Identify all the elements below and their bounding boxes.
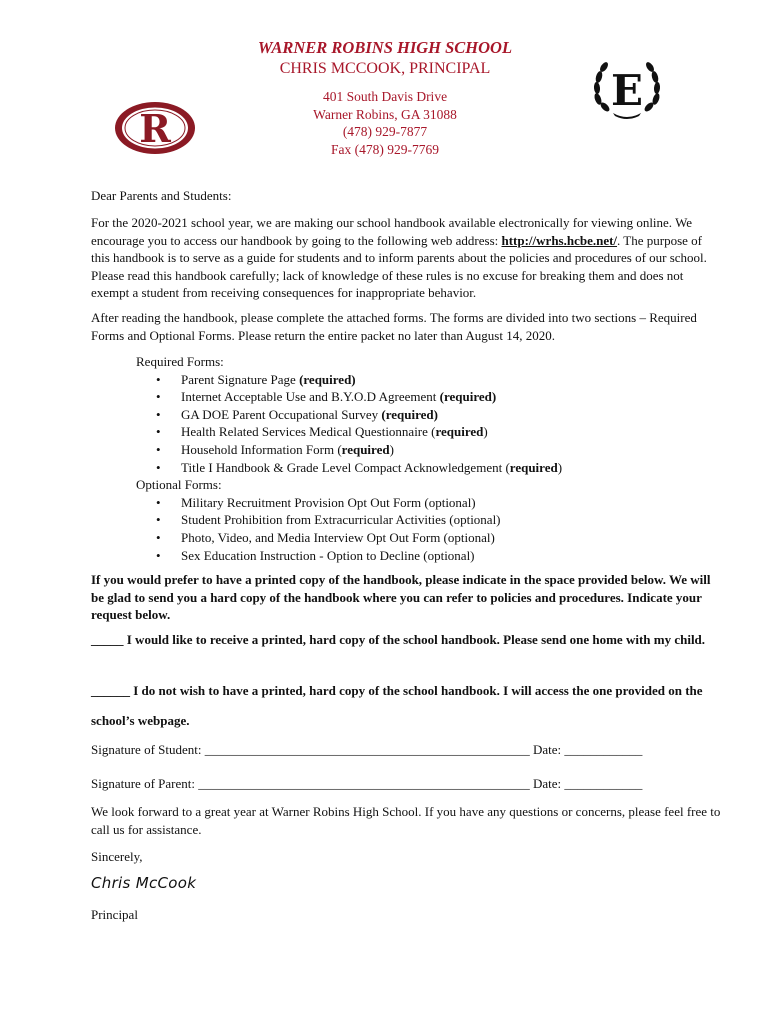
- address-line-1: 401 South Davis Drive: [322, 89, 448, 104]
- signer-title: Principal: [91, 907, 138, 922]
- forms-paragraph: After reading the handbook, please complete the attached forms. The forms are divided into two sections – Required Forms and Optional Forms. Please return the entire packet no later than August 14, 2020.: [91, 310, 697, 343]
- list-item: • Internet Acceptable Use and B.Y.O.D Agreement (required): [136, 388, 562, 406]
- optional-forms-list: [136, 494, 562, 564]
- optional-forms-heading: Optional Forms:: [136, 477, 222, 493]
- list-item: • Military Recruitment Provision Opt Out Form (optional): [136, 494, 562, 512]
- principal-line: CHRIS MCCOOK, PRINCIPAL: [279, 60, 491, 77]
- principal-signature: Chris McCook: [91, 874, 197, 892]
- list-item: • Parent Signature Page (required): [136, 371, 562, 389]
- school-name: WARNER ROBINS HIGH SCHOOL: [257, 38, 513, 57]
- closing-paragraph: We look forward to a great year at Warner Robins High School. If you have any questions or concerns, please feel free to call us for assistance.: [91, 804, 721, 837]
- printed-copy-instructions: If you would prefer to have a printed copy of the handbook, please indicate in the space provided below. We will be glad to send you a hard copy of the handbook where you can refer to policies and procedures. Indicate your request below.: [91, 572, 711, 622]
- opt-out-printed-copy: ______ I do not wish to have a printed, hard copy of the school handbook. I will access the one provided on the school’s webpage.: [91, 683, 703, 728]
- fax-number: Fax (478) 929-7769: [331, 141, 439, 157]
- parent-signature-line: Signature of Parent: ___________________________________________________ Date: ____________: [91, 776, 643, 791]
- intro-text-a: For the 2020-2021 school year, we are making our school handbook available electronically for viewing online. We encourage you to access our handbook by going to the following web address:: [91, 215, 693, 248]
- opt-in-printed-copy: _____ I would like to receive a printed, hard copy of the school handbook. Please send one home with my child.: [91, 632, 706, 647]
- laurel-e-logo-icon: [589, 55, 665, 121]
- logo-e-letter: E: [610, 66, 644, 115]
- list-item: • Photo, Video, and Media Interview Opt Out Form (optional): [136, 529, 562, 547]
- school-r-logo-icon: [113, 100, 197, 156]
- logo-r-letter: R: [139, 106, 171, 151]
- list-item: • Health Related Services Medical Questionnaire (required): [136, 423, 562, 441]
- list-item: • Student Prohibition from Extracurricular Activities (optional): [136, 511, 562, 529]
- list-item: • Title I Handbook & Grade Level Compact Acknowledgement (required): [136, 459, 562, 477]
- list-item: • GA DOE Parent Occupational Survey (required): [136, 406, 562, 424]
- list-item: • Sex Education Instruction - Option to Decline (optional): [136, 547, 562, 565]
- list-item: • Household Information Form (required): [136, 441, 562, 459]
- intro-paragraph: [91, 214, 721, 302]
- phone-number: (478) 929-7877: [342, 124, 428, 139]
- intro-text-b: . The purpose of this handbook is to serve as a guide for students and to inform parents about the policies and procedures of our school. Please read this handbook carefully; lack of knowledge of these rules is no excuse for breaking them and does not exempt a student from receiving consequences for inappropriate behavior.: [91, 232, 707, 300]
- handbook-link[interactable]: http://wrhs.hcbe.net/: [501, 232, 618, 248]
- student-signature-line: Signature of Student: __________________________________________________ Date: ____________: [91, 742, 643, 757]
- sincerely: Sincerely,: [91, 849, 143, 864]
- required-forms-heading: Required Forms:: [136, 354, 224, 369]
- required-forms-list: [136, 371, 562, 477]
- forms-list: [136, 353, 562, 564]
- greeting: Dear Parents and Students:: [91, 188, 232, 203]
- address-line-2: Warner Robins, GA 31088: [313, 106, 457, 122]
